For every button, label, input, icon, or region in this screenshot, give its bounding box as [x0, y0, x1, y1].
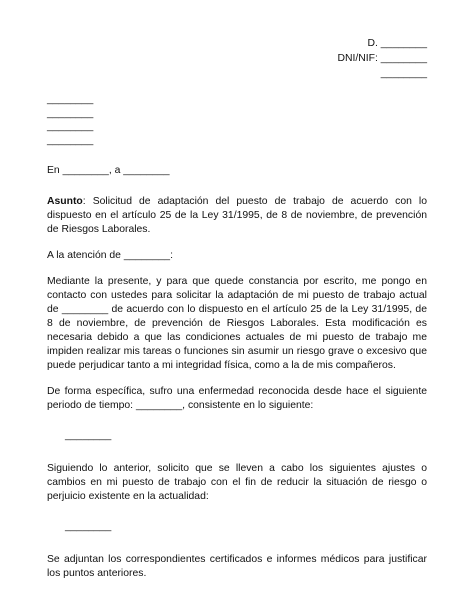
subject-label: Asunto [47, 196, 83, 207]
attention-line: A la atención de ________: [47, 250, 173, 261]
paragraph-illness: De forma específica, sufro una enfermedad reconocida desde hace el siguiente periodo de tiempo: ________, consistente en lo siguiente: [47, 386, 427, 411]
recipient-line: ________ [47, 94, 94, 105]
blank-adjustments-detail: ________ [65, 521, 112, 532]
paragraph-request: Mediante la presente, y para que quede constancia por escrito, me pongo en contacto con ustedes para solicitar la adaptación de mi puesto de trabajo actual de ________ de acuerdo con lo dispuesto en el artículo 25 de la Ley 31/1995, de 8 de noviembre, de prevención de Riesgos Laborales. Esta modificación es necesaria debido a que las condiciones actuales de mi puesto de trabajo me impiden realizar mis tareas o funciones sin asumir un riesgo grave o excesivo que puede perjudicar tanto a mi integridad física, como a la de mis compañeros. [47, 276, 427, 371]
paragraph-adjustments: Siguiendo lo anterior, solicito que se lleven a cabo los siguientes ajustes o cambios en mi puesto de trabajo con el fin de reducir la situación de riesgo o perjuicio existente en la actualidad: [47, 463, 427, 502]
blank-illness-detail: ________ [65, 430, 112, 441]
sender-dni-line: DNI/NIF: ________ [337, 53, 427, 64]
recipient-line: ________ [47, 121, 94, 132]
subject-paragraph [47, 195, 427, 237]
subject-text: : Solicitud de adaptación del puesto de trabajo de acuerdo con lo dispuesto en el artículo 25 de la Ley 31/1995, de 8 de noviembre, de prevención de Riesgos Laborales. [47, 196, 427, 235]
sender-name-line: D. ________ [367, 38, 427, 49]
paragraph-attachments: Se adjuntan los correspondientes certificados e informes médicos para justificar los puntos anteriores. [47, 554, 427, 579]
sender-extra-line: ________ [380, 68, 427, 79]
place-date: En ________, a ________ [47, 165, 170, 176]
sender-block [337, 36, 427, 81]
letter-body [47, 164, 427, 593]
recipient-line: ________ [47, 134, 94, 146]
recipient-block [47, 93, 93, 147]
recipient-line: ________ [47, 107, 94, 119]
